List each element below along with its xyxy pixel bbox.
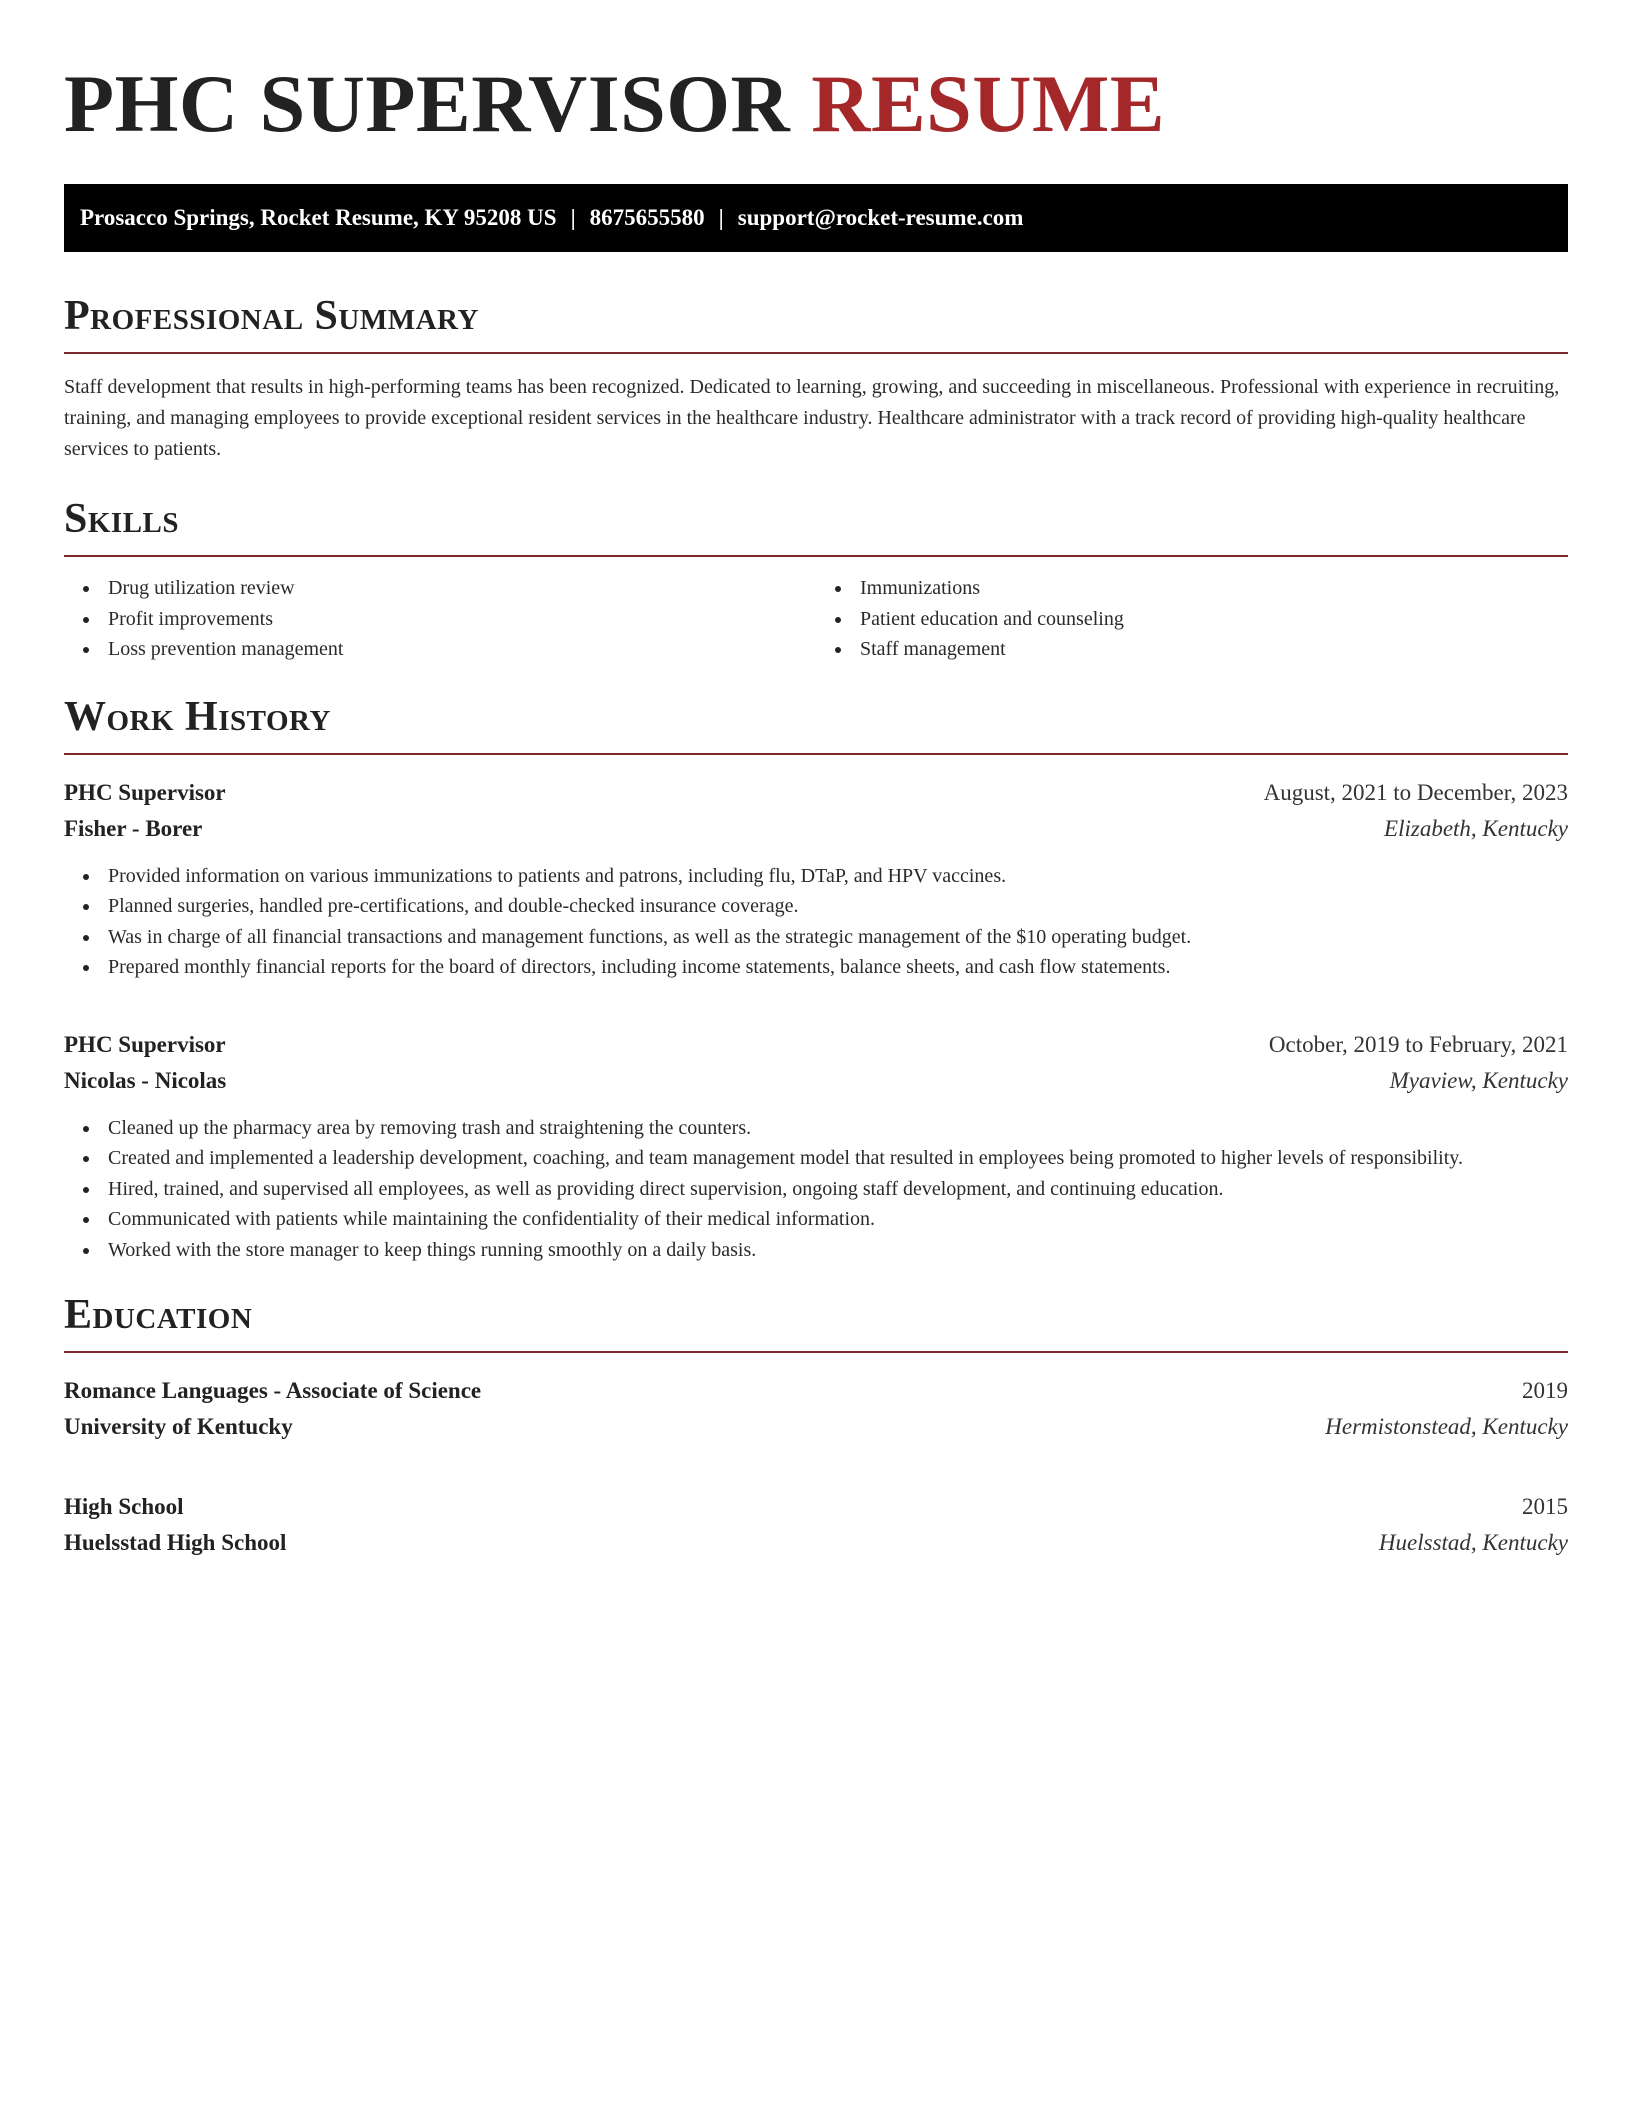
- job-dates: August, 2021 to December, 2023: [1263, 779, 1568, 805]
- education-heading: Education: [64, 1292, 253, 1338]
- contact-separator: |: [718, 205, 724, 230]
- job-duty: Communicated with patients while maintaining the confidentiality of their medical information.: [108, 1204, 1568, 1235]
- education-year: 2019: [1522, 1378, 1568, 1403]
- job-location: Myaview, Kentucky: [1389, 1067, 1568, 1093]
- education-school: University of Kentucky: [64, 1414, 293, 1439]
- summary-text: Staff development that results in high-performing teams has been recognized. Dedicated to learning, growing, and succeeding in miscellaneous. Professional with experience in recruiting, training, and managing employees to provide exceptional resident services in the healthcare industry. Healthcare administrator with a track record of providing high-quality healthcare services to patients.: [64, 376, 1560, 460]
- skill-item: Staff management: [860, 634, 1568, 665]
- contact-bar: [64, 184, 1568, 252]
- education-section: [64, 1291, 1568, 1561]
- job-duty: Hired, trained, and supervised all employees, as well as providing direct supervision, ongoing staff development, and continuing education.: [108, 1174, 1568, 1205]
- job-company: Nicolas - Nicolas: [64, 1067, 227, 1093]
- education-degree: High School: [64, 1494, 184, 1519]
- job-duty: Planned surgeries, handled pre-certifications, and double-checked insurance coverage.: [108, 891, 1568, 922]
- contact-phone: 8675655580: [589, 205, 705, 230]
- job-title: PHC Supervisor: [64, 779, 226, 805]
- skills-column-right: [816, 573, 1568, 665]
- job-duty: Worked with the store manager to keep things running smoothly on a daily basis.: [108, 1235, 1568, 1266]
- job-dates: October, 2019 to February, 2021: [1268, 1031, 1568, 1057]
- section-divider: [64, 352, 1568, 354]
- skills-section: [64, 495, 1568, 665]
- skills-column-left: [64, 573, 816, 665]
- resume-title: [64, 56, 1568, 152]
- education-location: Hermistonstead, Kentucky: [1325, 1414, 1568, 1439]
- job-duty: Provided information on various immunizations to patients and patrons, including flu, DTaP, and HPV vaccines.: [108, 861, 1568, 892]
- summary-section: [64, 292, 1568, 465]
- contact-address: Prosacco Springs, Rocket Resume, KY 95208 US: [80, 205, 557, 230]
- skill-item: Immunizations: [860, 573, 1568, 604]
- job-header: [64, 1027, 1568, 1063]
- education-entry: [64, 1373, 1568, 1445]
- section-divider: [64, 555, 1568, 557]
- job-subheader: [64, 1063, 1568, 1099]
- job-duty: Cleaned up the pharmacy area by removing trash and straightening the counters.: [108, 1113, 1568, 1144]
- job-title: PHC Supervisor: [64, 1031, 226, 1057]
- education-subheader: [64, 1409, 1568, 1445]
- skills-heading: Skills: [64, 496, 180, 542]
- job-duty: Prepared monthly financial reports for the board of directors, including income statements, balance sheets, and cash flow statements.: [108, 952, 1568, 983]
- work-history-section: [64, 693, 1568, 1266]
- work-history-heading: Work History: [64, 693, 331, 740]
- education-entry: [64, 1489, 1568, 1561]
- skill-item: Loss prevention management: [108, 634, 816, 665]
- section-divider: [64, 1351, 1568, 1353]
- job-entry: [64, 775, 1568, 983]
- title-main: PHC SUPERVISOR: [64, 58, 791, 149]
- skill-item: Patient education and counseling: [860, 604, 1568, 635]
- education-school: Huelsstad High School: [64, 1530, 287, 1555]
- summary-heading: Professional Summary: [64, 293, 479, 339]
- job-entry: [64, 1027, 1568, 1266]
- job-duty: Created and implemented a leadership development, coaching, and team management model that resulted in employees being promoted to higher levels of responsibility.: [108, 1143, 1568, 1174]
- job-duty: Was in charge of all financial transactions and management functions, as well as the strategic management of the $10 operating budget.: [108, 922, 1568, 953]
- job-duties: [64, 1113, 1568, 1266]
- skills-list: [64, 573, 1568, 665]
- job-location: Elizabeth, Kentucky: [1384, 815, 1568, 841]
- education-degree: Romance Languages - Associate of Science: [64, 1378, 482, 1403]
- job-company: Fisher - Borer: [64, 815, 203, 841]
- job-header: [64, 775, 1568, 811]
- skill-item: Profit improvements: [108, 604, 816, 635]
- education-header: [64, 1373, 1568, 1409]
- education-subheader: [64, 1525, 1568, 1561]
- job-duties: [64, 861, 1568, 983]
- contact-email: support@rocket-resume.com: [737, 205, 1024, 230]
- education-year: 2015: [1522, 1494, 1568, 1519]
- title-accent: RESUME: [811, 58, 1166, 149]
- job-subheader: [64, 811, 1568, 847]
- section-divider: [64, 753, 1568, 755]
- education-location: Huelsstad, Kentucky: [1378, 1530, 1568, 1555]
- contact-separator: |: [570, 205, 576, 230]
- skill-item: Drug utilization review: [108, 573, 816, 604]
- education-header: [64, 1489, 1568, 1525]
